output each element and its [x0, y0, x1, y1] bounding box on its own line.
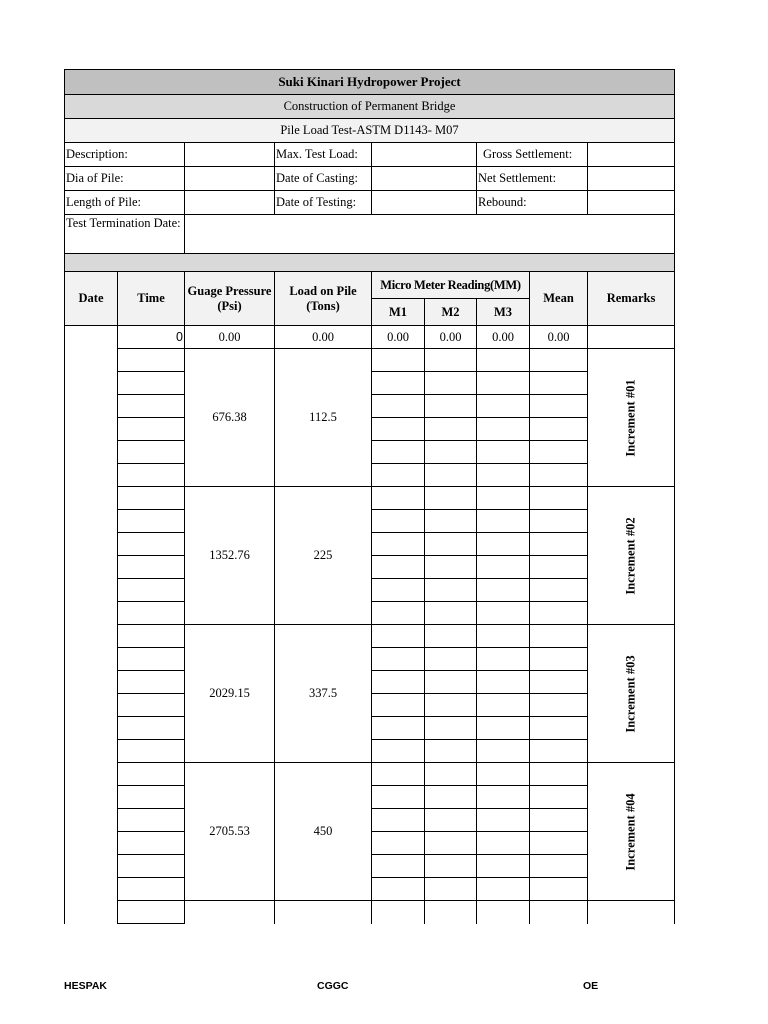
signature-footer	[0, 980, 768, 994]
rebound-label: Rebound:	[477, 191, 588, 215]
m2-cell[interactable]	[425, 579, 477, 602]
m1-cell[interactable]	[372, 441, 425, 464]
m3-cell[interactable]	[477, 349, 530, 372]
time-cell[interactable]	[118, 464, 185, 487]
m1-cell[interactable]	[372, 464, 425, 487]
time-cell[interactable]	[118, 579, 185, 602]
section-divider	[65, 254, 675, 272]
time-cell[interactable]	[118, 855, 185, 878]
m2-cell[interactable]	[425, 878, 477, 901]
m3-cell[interactable]	[477, 533, 530, 556]
time-cell[interactable]	[118, 809, 185, 832]
m3-cell[interactable]	[477, 579, 530, 602]
m3-cell[interactable]	[477, 878, 530, 901]
m2-cell[interactable]	[425, 510, 477, 533]
m1-cell[interactable]	[372, 786, 425, 809]
m3-cell[interactable]	[477, 372, 530, 395]
load-on-pile-cell: 450	[275, 763, 372, 901]
m2-cell[interactable]	[425, 717, 477, 740]
m2-cell[interactable]	[425, 464, 477, 487]
m2-cell[interactable]	[425, 809, 477, 832]
dia-of-pile-value[interactable]	[185, 167, 275, 191]
m1-cell[interactable]	[372, 855, 425, 878]
time-cell[interactable]	[118, 717, 185, 740]
remarks-cell[interactable]	[588, 901, 675, 924]
date-of-testing-value[interactable]	[372, 191, 477, 215]
mean-cell	[530, 717, 588, 740]
reading-row	[65, 901, 675, 924]
m2-cell[interactable]	[425, 763, 477, 786]
reading-row	[65, 763, 675, 786]
m1-cell[interactable]	[372, 809, 425, 832]
gauge-pressure-cell: 1352.76	[185, 487, 275, 625]
time-cell[interactable]	[118, 487, 185, 510]
m3-cell[interactable]	[477, 671, 530, 694]
work-title: Construction of Permanent Bridge	[65, 95, 675, 119]
load-on-pile-column-header: Load on Pile (Tons)	[275, 272, 372, 326]
remarks-column-header: Remarks	[588, 272, 675, 326]
mean-cell	[530, 832, 588, 855]
gauge-pressure-column-header: Guage Pressure (Psi)	[185, 272, 275, 326]
m1-cell[interactable]	[372, 625, 425, 648]
increment-label: Increment #03	[623, 654, 638, 733]
increment-remark-cell	[588, 763, 675, 901]
initial-m3-cell[interactable]: 0.00	[477, 326, 530, 349]
net-settlement-label: Net Settlement:	[477, 167, 588, 191]
m1-cell[interactable]	[372, 901, 425, 924]
mean-cell	[530, 694, 588, 717]
time-cell[interactable]	[118, 510, 185, 533]
dia-of-pile-label: Dia of Pile:	[65, 167, 185, 191]
initial-load-cell: 0.00	[275, 326, 372, 349]
m3-cell[interactable]	[477, 487, 530, 510]
gauge-pressure-cell: 2705.53	[185, 763, 275, 901]
time-cell[interactable]	[118, 533, 185, 556]
reading-row	[65, 349, 675, 372]
initial-time-cell[interactable]: 0	[118, 326, 185, 349]
m1-cell[interactable]	[372, 763, 425, 786]
m1-cell[interactable]	[372, 579, 425, 602]
pile-load-test-sheet	[64, 69, 674, 924]
gross-settlement-label: Gross Settlement:	[477, 143, 588, 167]
time-cell[interactable]	[118, 878, 185, 901]
m1-cell[interactable]	[372, 694, 425, 717]
mean-cell	[530, 671, 588, 694]
m3-column-header: M3	[477, 299, 530, 326]
m1-cell[interactable]	[372, 648, 425, 671]
m2-cell[interactable]	[425, 671, 477, 694]
m2-column-header: M2	[425, 299, 477, 326]
m1-cell[interactable]	[372, 349, 425, 372]
time-cell[interactable]	[118, 694, 185, 717]
mean-cell	[530, 602, 588, 625]
m3-cell[interactable]	[477, 855, 530, 878]
m2-cell[interactable]	[425, 418, 477, 441]
increment-label: Increment #01	[623, 378, 638, 457]
m3-cell[interactable]	[477, 717, 530, 740]
m3-cell[interactable]	[477, 832, 530, 855]
m2-cell[interactable]	[425, 625, 477, 648]
date-of-casting-value[interactable]	[372, 167, 477, 191]
time-cell[interactable]	[118, 418, 185, 441]
initial-m2-cell[interactable]: 0.00	[425, 326, 477, 349]
mean-cell	[530, 533, 588, 556]
length-of-pile-label: Length of Pile:	[65, 191, 185, 215]
m2-cell[interactable]	[425, 372, 477, 395]
project-title: Suki Kinari Hydropower Project	[65, 70, 675, 95]
mean-cell	[530, 441, 588, 464]
load-on-pile-cell	[275, 901, 372, 924]
date-of-testing-label: Date of Testing:	[275, 191, 372, 215]
mean-cell	[530, 349, 588, 372]
mean-cell	[530, 464, 588, 487]
m3-cell[interactable]	[477, 464, 530, 487]
length-of-pile-value[interactable]	[185, 191, 275, 215]
time-cell[interactable]	[118, 740, 185, 763]
micro-meter-reading-header: Micro Meter Reading(MM)	[372, 272, 530, 299]
date-column-header: Date	[65, 272, 118, 326]
m3-cell[interactable]	[477, 510, 530, 533]
m2-cell[interactable]	[425, 648, 477, 671]
test-termination-date-value[interactable]	[185, 215, 675, 254]
mean-cell	[530, 395, 588, 418]
m2-cell[interactable]	[425, 349, 477, 372]
date-of-casting-label: Date of Casting:	[275, 167, 372, 191]
m2-cell[interactable]	[425, 855, 477, 878]
reading-row	[65, 487, 675, 510]
m1-cell[interactable]	[372, 372, 425, 395]
mean-cell	[530, 786, 588, 809]
m1-cell[interactable]	[372, 717, 425, 740]
m1-cell[interactable]	[372, 740, 425, 763]
m2-cell[interactable]	[425, 556, 477, 579]
mean-cell	[530, 878, 588, 901]
m2-cell[interactable]	[425, 694, 477, 717]
mean-cell	[530, 901, 588, 924]
m3-cell[interactable]	[477, 395, 530, 418]
initial-reading-row	[65, 326, 675, 349]
m1-cell[interactable]	[372, 878, 425, 901]
gauge-pressure-cell	[185, 901, 275, 924]
mean-cell	[530, 487, 588, 510]
net-settlement-value[interactable]	[588, 167, 675, 191]
mean-cell	[530, 372, 588, 395]
time-cell[interactable]	[118, 786, 185, 809]
m2-cell[interactable]	[425, 602, 477, 625]
description-label: Description:	[65, 143, 185, 167]
m3-cell[interactable]	[477, 740, 530, 763]
footer-oe: OE	[583, 980, 599, 992]
gauge-pressure-cell: 2029.15	[185, 625, 275, 763]
m1-cell[interactable]	[372, 510, 425, 533]
test-record-table	[64, 69, 675, 924]
time-cell[interactable]	[118, 671, 185, 694]
m3-cell[interactable]	[477, 809, 530, 832]
m1-cell[interactable]	[372, 395, 425, 418]
time-cell[interactable]	[118, 372, 185, 395]
mean-cell	[530, 809, 588, 832]
load-on-pile-cell: 337.5	[275, 625, 372, 763]
m1-cell[interactable]	[372, 832, 425, 855]
m1-cell[interactable]	[372, 671, 425, 694]
m3-cell[interactable]	[477, 786, 530, 809]
load-on-pile-cell: 112.5	[275, 349, 372, 487]
test-title: Pile Load Test-ASTM D1143- M07	[65, 119, 675, 143]
m2-cell[interactable]	[425, 901, 477, 924]
reading-row	[65, 625, 675, 648]
m2-cell[interactable]	[425, 395, 477, 418]
increment-remark-cell	[588, 349, 675, 487]
time-cell[interactable]	[118, 625, 185, 648]
date-cell[interactable]	[65, 326, 118, 924]
time-cell[interactable]	[118, 441, 185, 464]
time-cell[interactable]	[118, 556, 185, 579]
m1-cell[interactable]	[372, 533, 425, 556]
time-cell[interactable]	[118, 901, 185, 924]
mean-cell	[530, 763, 588, 786]
mean-cell	[530, 648, 588, 671]
max-test-load-label: Max. Test Load:	[275, 143, 372, 167]
gross-settlement-value[interactable]	[588, 143, 675, 167]
max-test-load-value[interactable]	[372, 143, 477, 167]
time-cell[interactable]	[118, 395, 185, 418]
time-column-header: Time	[118, 272, 185, 326]
m2-cell[interactable]	[425, 533, 477, 556]
description-value[interactable]	[185, 143, 275, 167]
m1-cell[interactable]	[372, 418, 425, 441]
m2-cell[interactable]	[425, 740, 477, 763]
footer-cggc: CGGC	[317, 980, 349, 992]
mean-cell	[530, 418, 588, 441]
initial-m1-cell[interactable]: 0.00	[372, 326, 425, 349]
time-cell[interactable]	[118, 349, 185, 372]
increment-remark-cell	[588, 625, 675, 763]
m2-cell[interactable]	[425, 487, 477, 510]
mean-cell	[530, 740, 588, 763]
initial-remarks-cell[interactable]	[588, 326, 675, 349]
m3-cell[interactable]	[477, 441, 530, 464]
rebound-value[interactable]	[588, 191, 675, 215]
mean-column-header: Mean	[530, 272, 588, 326]
m3-cell[interactable]	[477, 901, 530, 924]
increment-remark-cell	[588, 487, 675, 625]
m3-cell[interactable]	[477, 602, 530, 625]
m1-cell[interactable]	[372, 556, 425, 579]
m3-cell[interactable]	[477, 556, 530, 579]
initial-pressure-cell: 0.00	[185, 326, 275, 349]
m3-cell[interactable]	[477, 418, 530, 441]
time-cell[interactable]	[118, 602, 185, 625]
increment-label: Increment #04	[623, 792, 638, 871]
m1-column-header: M1	[372, 299, 425, 326]
increment-label: Increment #02	[623, 516, 638, 595]
m3-cell[interactable]	[477, 763, 530, 786]
mean-cell	[530, 556, 588, 579]
mean-cell	[530, 625, 588, 648]
load-on-pile-cell: 225	[275, 487, 372, 625]
m3-cell[interactable]	[477, 625, 530, 648]
mean-cell	[530, 579, 588, 602]
m1-cell[interactable]	[372, 602, 425, 625]
initial-mean-cell: 0.00	[530, 326, 588, 349]
m1-cell[interactable]	[372, 487, 425, 510]
mean-cell	[530, 510, 588, 533]
m2-cell[interactable]	[425, 832, 477, 855]
mean-cell	[530, 855, 588, 878]
m3-cell[interactable]	[477, 694, 530, 717]
m2-cell[interactable]	[425, 441, 477, 464]
time-cell[interactable]	[118, 763, 185, 786]
footer-hespak: HESPAK	[64, 980, 107, 992]
time-cell[interactable]	[118, 832, 185, 855]
m2-cell[interactable]	[425, 786, 477, 809]
gauge-pressure-cell: 676.38	[185, 349, 275, 487]
time-cell[interactable]	[118, 648, 185, 671]
m3-cell[interactable]	[477, 648, 530, 671]
test-termination-date-label: Test Termination Date:	[65, 215, 185, 254]
